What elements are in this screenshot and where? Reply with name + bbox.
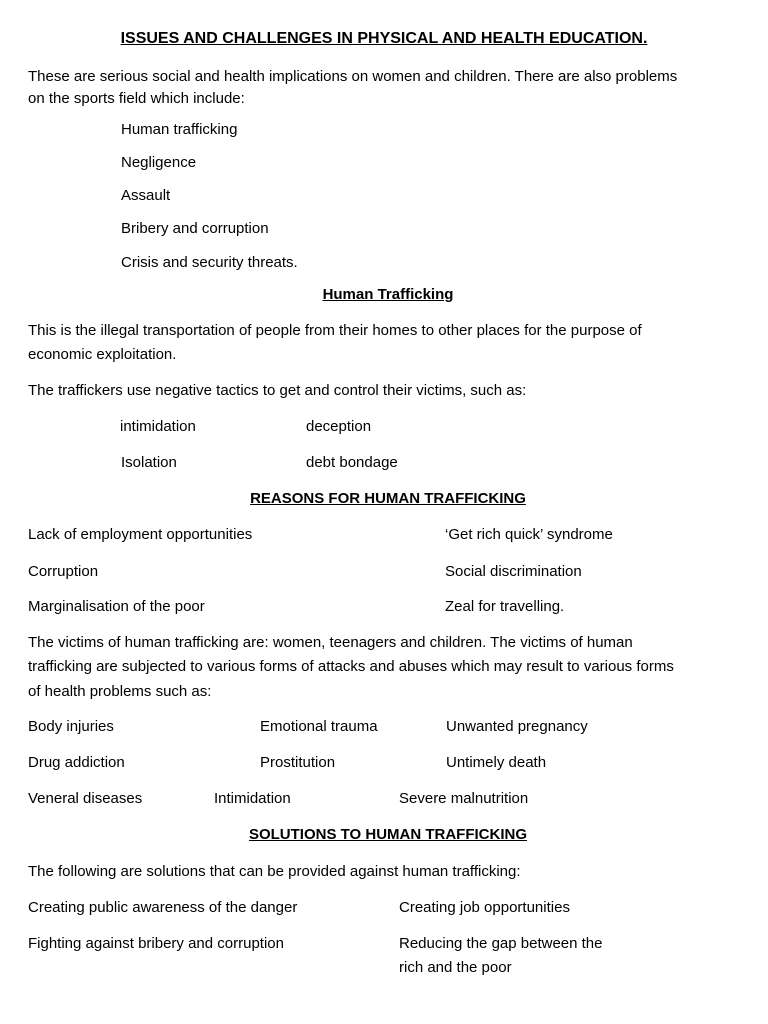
tactic-item: deception xyxy=(306,418,372,435)
issue-item: Human trafficking xyxy=(121,121,238,138)
intro-line-1: These are serious social and health implications on women and children. There are also problems xyxy=(28,68,678,85)
health-problem: Body injuries xyxy=(28,718,114,735)
definition-line-2: economic exploitation. xyxy=(28,346,177,363)
reason-item: Marginalisation of the poor xyxy=(28,598,205,615)
heading-solutions: SOLUTIONS TO HUMAN TRAFFICKING xyxy=(248,826,528,843)
health-problem: Emotional trauma xyxy=(260,718,378,735)
tactic-item: Isolation xyxy=(121,454,177,471)
tactic-item: intimidation xyxy=(120,418,196,435)
victims-line-3: of health problems such as: xyxy=(28,683,212,700)
definition-line-1: This is the illegal transportation of people from their homes to other places for the purpose of xyxy=(28,322,642,339)
reason-item: Corruption xyxy=(28,563,99,580)
issue-item: Bribery and corruption xyxy=(121,220,269,237)
reason-item: Social discrimination xyxy=(445,563,582,580)
health-problem: Severe malnutrition xyxy=(399,790,529,807)
victims-line-1: The victims of human trafficking are: women, teenagers and children. The victims of human xyxy=(28,634,633,651)
issue-item: Negligence xyxy=(121,154,197,171)
reason-item: Lack of employment opportunities xyxy=(28,526,253,543)
issue-item: Crisis and security threats. xyxy=(121,254,298,271)
reason-item: Zeal for travelling. xyxy=(445,598,565,615)
health-problem: Intimidation xyxy=(214,790,291,807)
solution-item: Creating job opportunities xyxy=(399,899,570,916)
solutions-intro: The following are solutions that can be provided against human trafficking: xyxy=(28,863,521,880)
issue-item: Assault xyxy=(121,187,171,204)
heading-reasons: REASONS FOR HUMAN TRAFFICKING xyxy=(250,490,526,507)
heading-human-trafficking: Human Trafficking xyxy=(322,286,454,303)
solution-item: Creating public awareness of the danger xyxy=(28,899,298,916)
health-problem: Unwanted pregnancy xyxy=(446,718,588,735)
intro-line-2: on the sports field which include: xyxy=(28,90,245,107)
health-problem: Veneral diseases xyxy=(28,790,143,807)
tactic-item: debt bondage xyxy=(306,454,398,471)
health-problem: Untimely death xyxy=(446,754,547,771)
tactics-intro: The traffickers use negative tactics to get and control their victims, such as: xyxy=(28,382,527,399)
solution-item: Fighting against bribery and corruption xyxy=(28,935,284,952)
reason-item: ‘Get rich quick’ syndrome xyxy=(445,526,613,543)
victims-line-2: trafficking are subjected to various forms of attacks and abuses which may result to various forms xyxy=(28,658,674,675)
health-problem: Prostitution xyxy=(260,754,336,771)
page-title: ISSUES AND CHALLENGES IN PHYSICAL AND HEALTH EDUCATION. xyxy=(120,30,648,47)
solution-item: rich and the poor xyxy=(399,959,512,976)
solution-item: Reducing the gap between the xyxy=(399,935,603,952)
health-problem: Drug addiction xyxy=(28,754,125,771)
